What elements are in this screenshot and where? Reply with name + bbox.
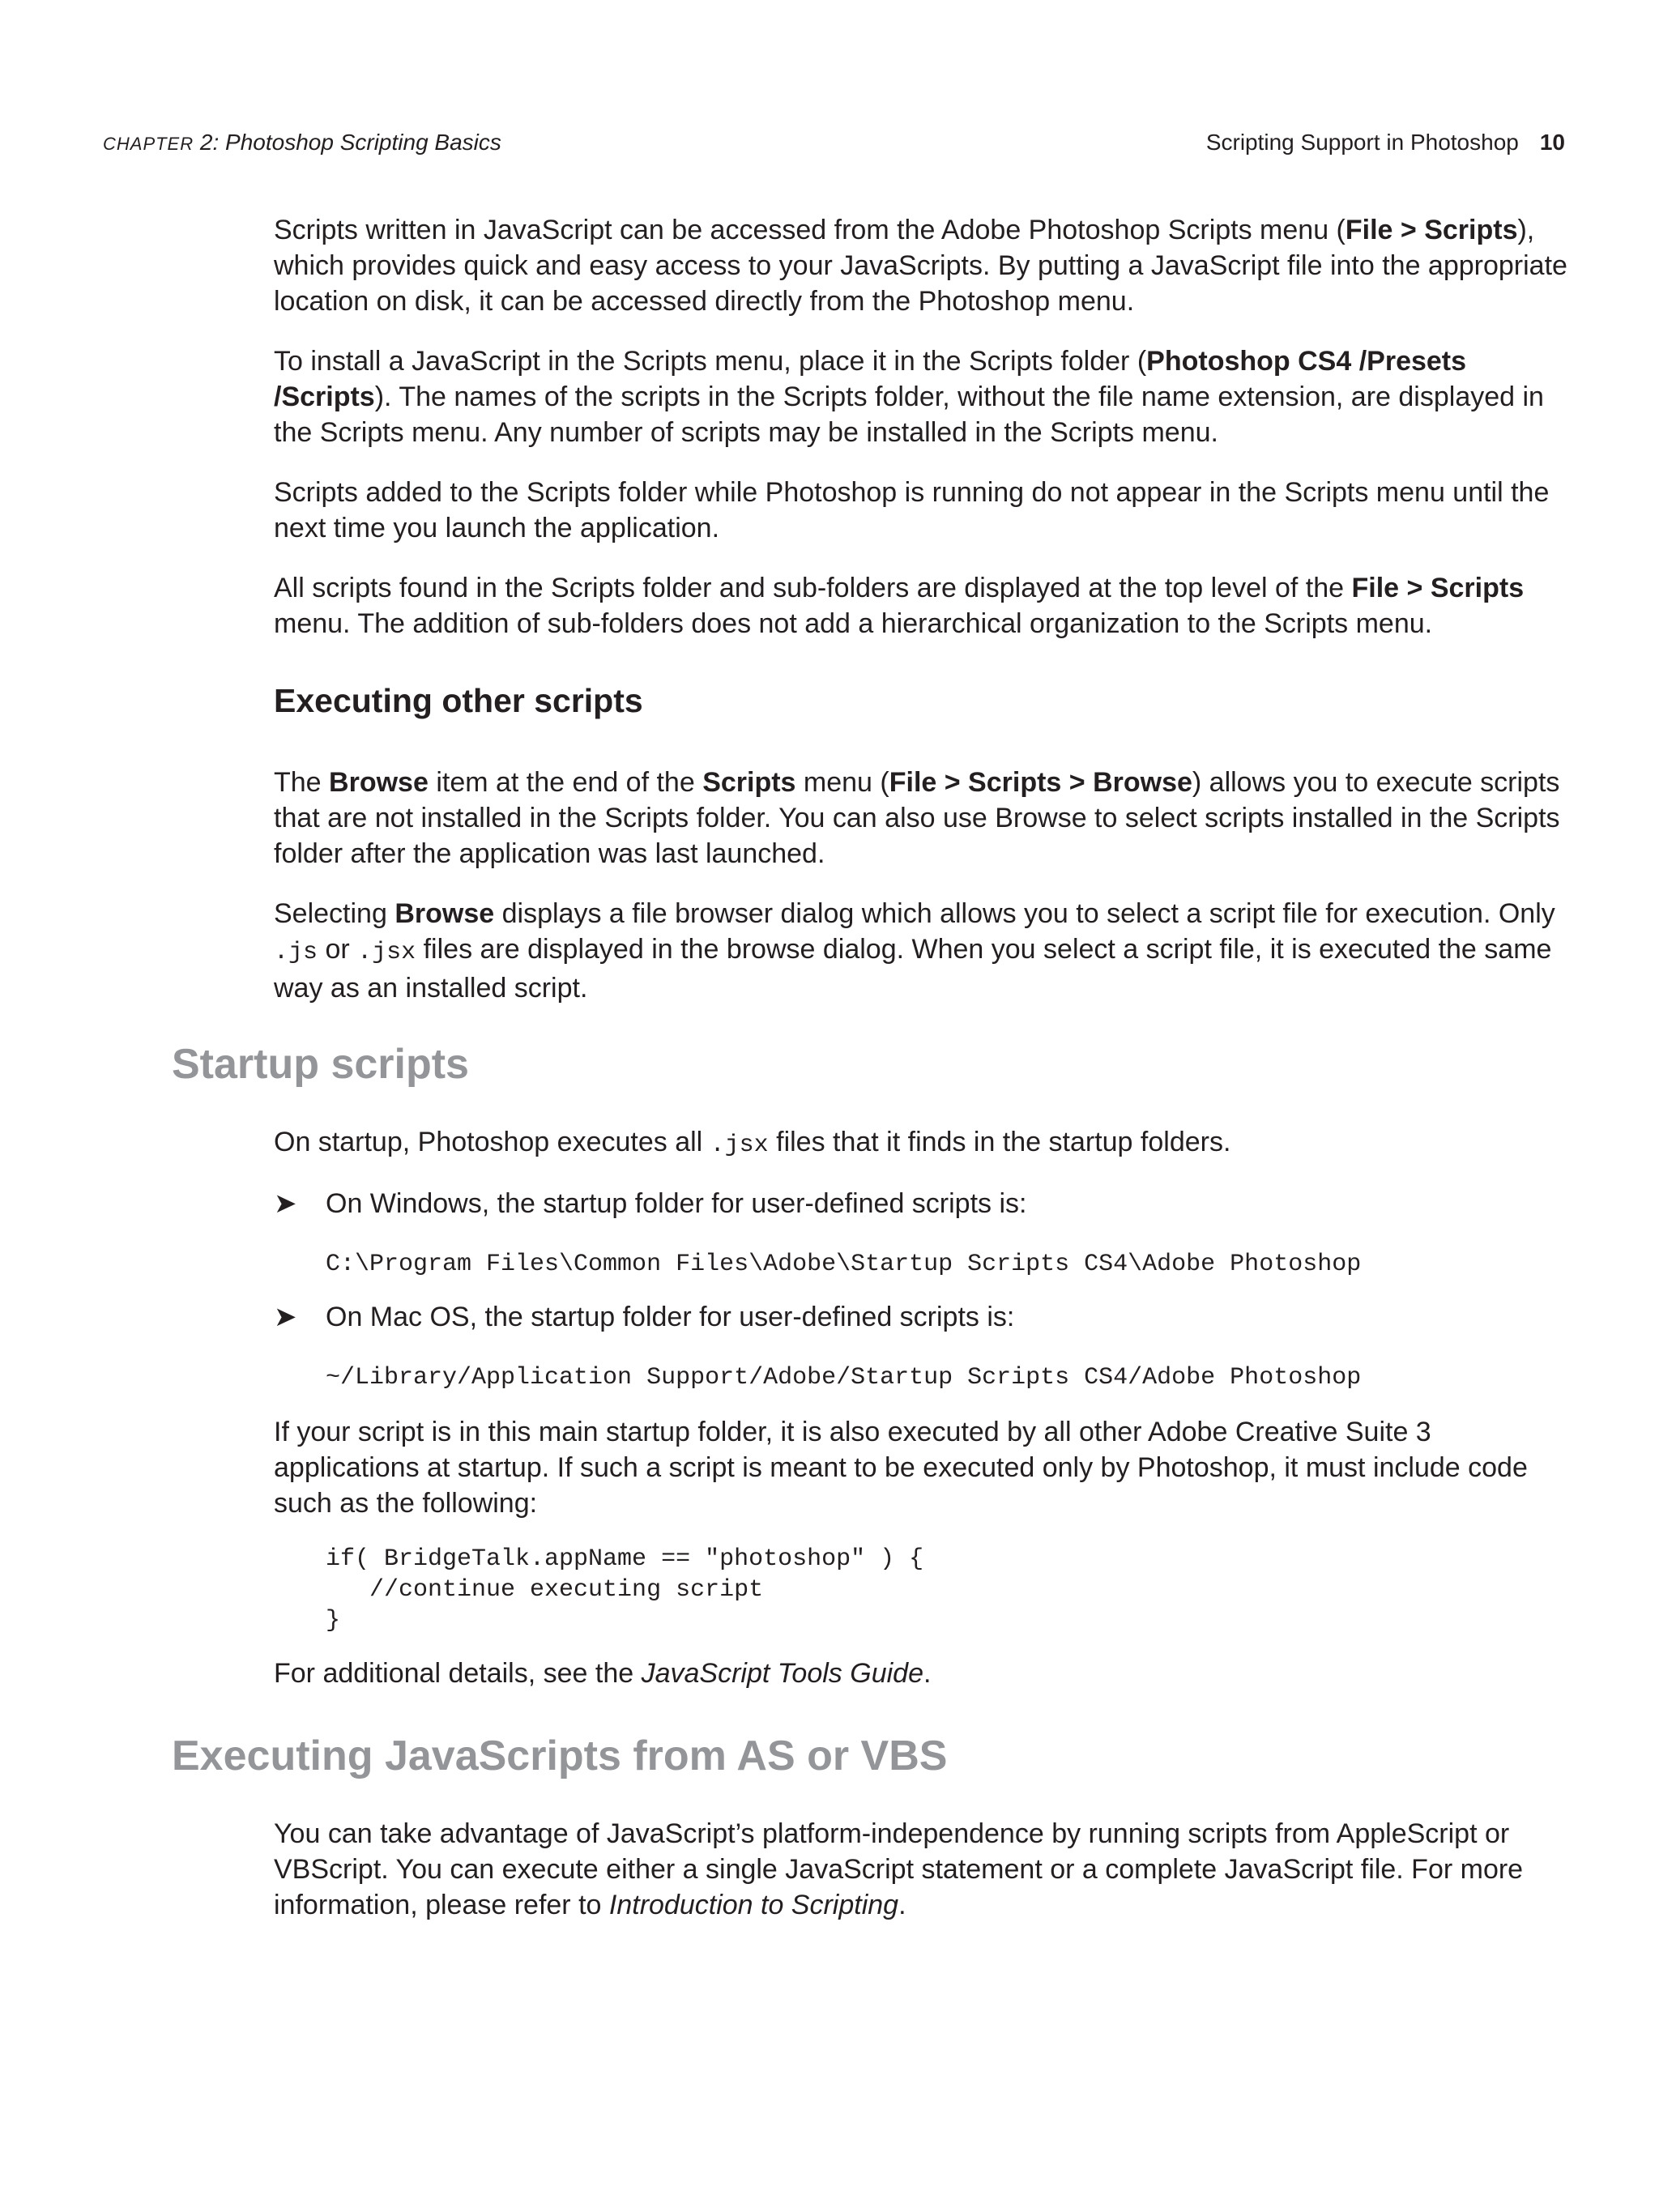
- paragraph: You can take advantage of JavaScript’s platform-independence by running scripts from AppleScript or VBScript. You can execute either a single JavaScript statement or a complete JavaScript file. For more information, please refer to Introduction to Scripting.: [274, 1818, 1524, 1920]
- code-block: if( BridgeTalk.appName == "photoshop" ) { //continue executing script }: [326, 1545, 924, 1634]
- paragraph: Scripts written in JavaScript can be accessed from the Adobe Photoshop Scripts menu (File > Scripts), which provides quick and easy access to your JavaScripts. By putting a JavaScript file into the appropriate location on disk, it can be accessed directly from the Photoshop menu.: [274, 215, 1567, 317]
- menu-path: File > Scripts: [1345, 215, 1518, 245]
- page-number: 10: [1539, 130, 1565, 155]
- section-heading: Startup scripts: [172, 1041, 469, 1088]
- running-head: [1206, 130, 1565, 156]
- code-path-windows: C:\Program Files\Common Files\Adobe\Startup Scripts CS4\Adobe Photoshop: [326, 1251, 1362, 1278]
- book-title: JavaScript Tools Guide: [641, 1658, 923, 1689]
- book-title: Introduction to Scripting: [608, 1890, 899, 1920]
- paragraph: If your script is in this main startup folder, it is also executed by all other Adobe Creative Suite 3 applications at startup. If such a script is meant to be executed only by Photoshop, it must include code such as the following:: [274, 1417, 1528, 1519]
- paragraph: The Browse item at the end of the Scripts menu (File > Scripts > Browse) allows you to execute scripts that are not installed in the Scripts folder. You can also use Browse to select scripts installed in the Scripts folder after the application was last launched.: [274, 767, 1560, 869]
- paragraph: All scripts found in the Scripts folder and sub-folders are displayed at the top level of the File > Scripts menu. The addition of sub-folders does not add a hierarchical organization to the Scripts menu.: [274, 573, 1525, 639]
- arrow-bullet-icon: ➤: [274, 1188, 297, 1219]
- subsection-heading: Executing other scripts: [274, 682, 643, 719]
- menu-path: File > Scripts > Browse: [889, 767, 1192, 798]
- list-item: ➤ On Mac OS, the startup folder for user-defined scripts is:: [274, 1299, 1014, 1335]
- chapter-title: [103, 130, 501, 156]
- chapter-label: CHAPTER: [103, 134, 194, 154]
- folder-path: Photoshop CS4 /Presets /Scripts: [274, 346, 1467, 412]
- page-header: [103, 130, 1565, 162]
- paragraph: For additional details, see the JavaScript Tools Guide.: [274, 1658, 932, 1689]
- paragraph: On startup, Photoshop executes all .jsx files that it finds in the startup folders.: [274, 1127, 1231, 1159]
- paragraph: Selecting Browse displays a file browser dialog which allows you to select a script file for execution. Only .js or .jsx files are displayed in the browse dialog. When you select a script file, it is executed the same way as an installed script.: [274, 898, 1555, 1004]
- code-path-mac: ~/Library/Application Support/Adobe/Startup Scripts CS4/Adobe Photoshop: [326, 1364, 1362, 1392]
- section-heading: Executing JavaScripts from AS or VBS: [172, 1733, 948, 1779]
- list-item: ➤ On Windows, the startup folder for user-defined scripts is:: [274, 1186, 1026, 1221]
- arrow-bullet-icon: ➤: [274, 1302, 297, 1332]
- section-title: Scripting Support in Photoshop: [1205, 130, 1519, 155]
- chapter-name: 2: Photoshop Scripting Basics: [194, 130, 501, 155]
- paragraph: To install a JavaScript in the Scripts menu, place it in the Scripts folder (Photoshop CS4 /Presets /Scripts). The names of the scripts in the Scripts folder, without the file name extension, are displayed in the Scripts menu. Any number of scripts may be installed in the Scripts menu.: [274, 346, 1544, 448]
- menu-path: File > Scripts: [1351, 573, 1525, 603]
- paragraph: Scripts added to the Scripts folder while Photoshop is running do not appear in the Scripts menu until the next time you launch the application.: [274, 477, 1550, 543]
